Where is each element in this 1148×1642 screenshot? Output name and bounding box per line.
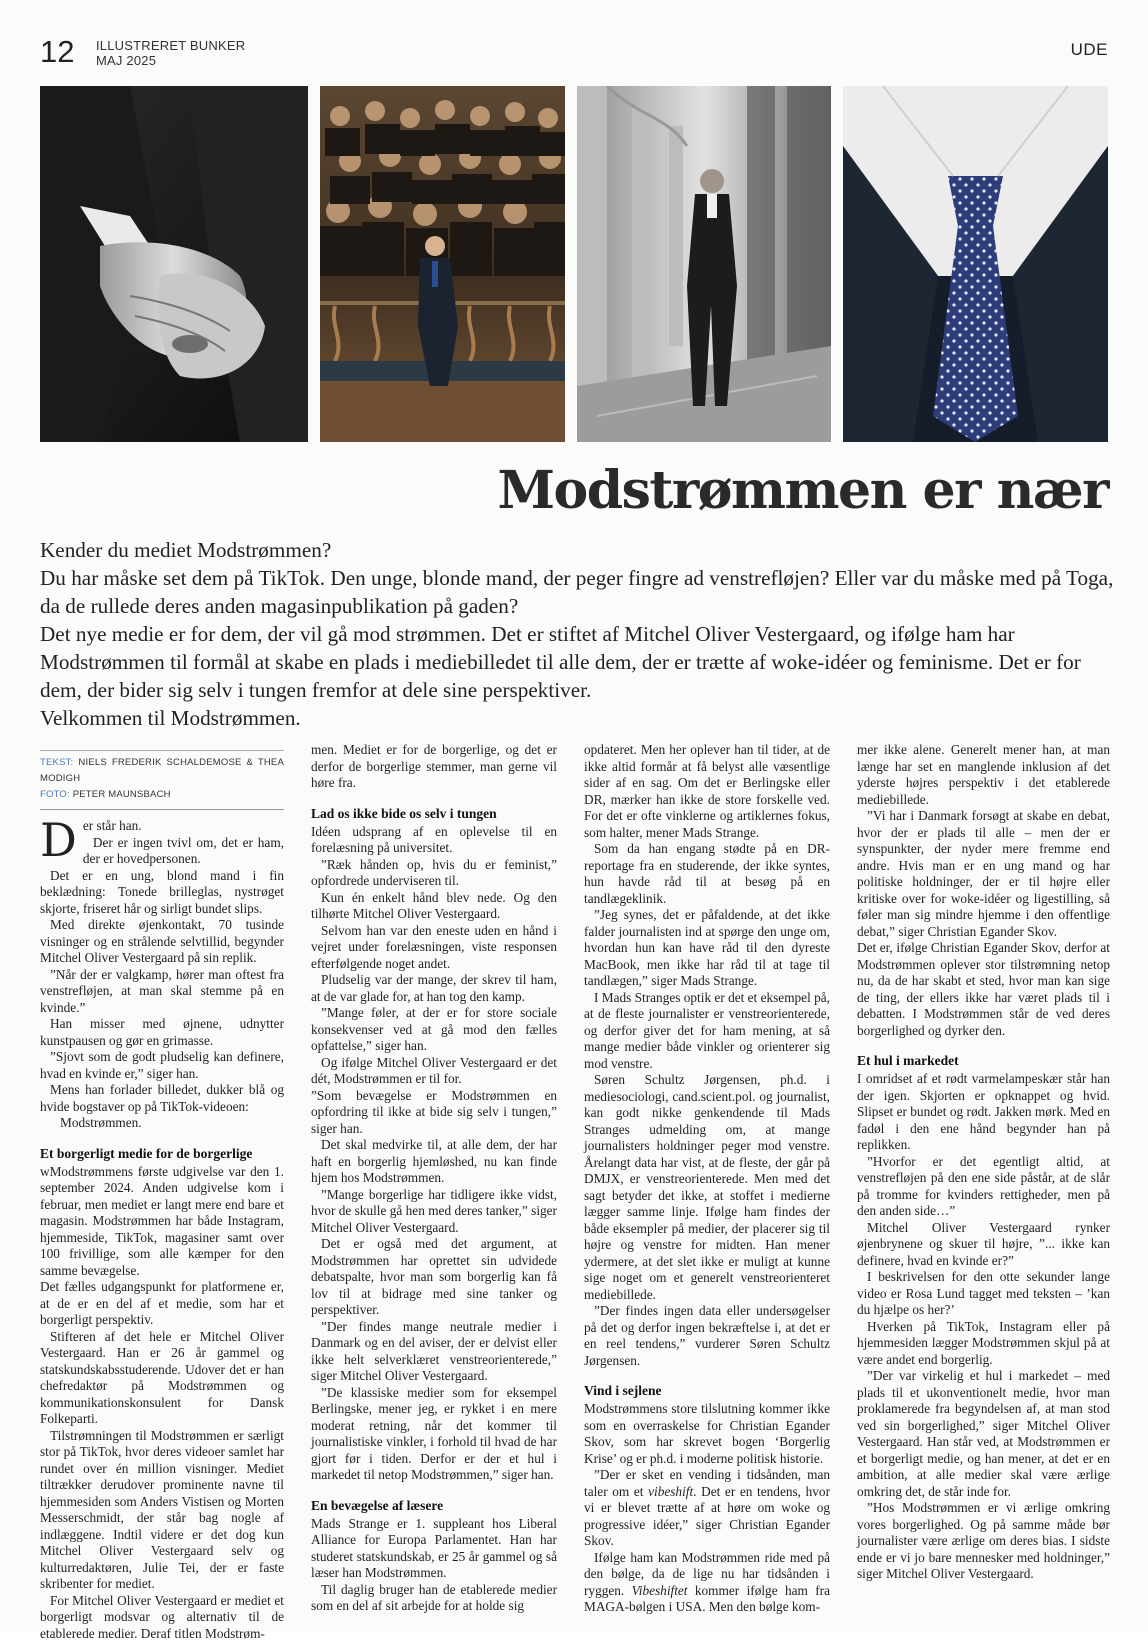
paragraph: Stifteren af det hele er Mitchel Oliver Vestergaard. Han er 26 år gammel og statskundskabsstuderende. Udover det er han chefredaktør på Modstrømmen og kommunikationskonsulent for Dansk Folkeparti. [40,1329,284,1428]
byline-credits [40,750,284,803]
subheading: Et borgerligt medie for de borgerlige [40,1146,284,1162]
paragraph: I beskrivelsen for den otte sekunder lange video er Rosa Lund tagget med teksten – ’kan du hjælpe os her?’ [857,1269,1110,1319]
paragraph: Mads Strange er 1. suppleant hos Liberal Alliance for Europa Parlamentet. Han har studeret statskundskab, er 25 år gammel og så læser han Modstrømmen. [311,1516,557,1582]
drop-cap: D [40,820,77,860]
intro-paragraph: Kender du mediet Modstrømmen? [40,536,1115,564]
paragraph: ”Sjovt som de godt pludselig kan definere, hvad en kvinde er,” siger han. [40,1049,284,1082]
paragraph: wModstrømmens første udgivelse var den 1. september 2024. Anden udgivelse kom i februar, men mediet er langt mere end bare et magasin. Modstrømmen har både Instagram, hjemmeside, TikTok, magasiner samt over 100 frivillige, som alle kæmper for den samme bevægelse. [40,1164,284,1280]
article-column-3 [584,742,830,1616]
article-start [40,809,284,1132]
tie-closeup-photo [843,86,1108,442]
issue-date: MAJ 2025 [96,53,245,68]
clasped-hands-photo [40,86,308,442]
article-column-1 [40,746,284,1642]
intro-paragraph: Velkommen til Modstrømmen. [40,704,1115,732]
paragraph: I Mads Stranges optik er det et eksempel på, at de fleste journalister er venstreorienterede, og derfor giver det for ham mening, at så mange medier både vinkler og orienterer sig mod venstre. [584,990,830,1073]
paragraph: ”Der findes mange neutrale medier i Danmark og en del aviser, der er delvist eller ikke helt selverklæret venstreorienterede,” siger Mitchel Oliver Vestergaard. [311,1319,557,1385]
paragraph: Tilstrømningen til Modstrømmen er særligt stor på TikTok, hvor deres videoer samlet har rundet over én million visninger. Mediet tiltrækker derudover prominente navne til hjemmesiden som Anders Vistisen og Morten Messerschmidt, der står bag nogle af indlæggene. Indtil videre er det dog kun Mitchel Oliver Vestergaard selv og kulturredaktøren, Julie Tei, der er faste skribenter for mediet. [40,1428,284,1593]
opening-paragraph: Der står han. [40,818,284,835]
intro-paragraph: Det nye medie er for dem, der vil gå mod strømmen. Det er stiftet af Mitchel Oliver Vestergaard, og ifølge ham har Modstrømmen til formål at skabe en plads i mediebilledet til alle dem, der er trætte af woke-idéer og feminisme. Det er for dem, der bider sig selv i tungen fremfor at dele sine perspektiver. [40,620,1115,704]
paragraph: Det er også med det argument, at Modstrømmen har oprettet sin udvidede debatspalte, hvor man som borgerlig kan få lov til at bidrage med sine tanker og perspektiver. [311,1236,557,1319]
paragraph: Søren Schultz Jørgensen, ph.d. i mediesociologi, cand.scient.pol. og journalist, kan godt nikke genkendende til Mads Stranges udmelding om, at mange journalisters holdninger peger mod venstre. Årelangt data har vist, at de fleste, der går på DMJX, er venstreorienterede. Men med det sagt betyder det ikke, at stoffet i medierne lægger samme linje. Ifølge ham findes der både eksempler på medier, der placerer sig til højre og venstre for midten. Han mener ydermere, at det slet ikke er muligt at kunne sige noget om et generelt venstreorienteret mediebillede. [584,1072,830,1303]
intro-paragraph: Du har måske set dem på TikTok. Den unge, blonde mand, der peger fingre ad venstrefløjen? Eller var du måske med på Toga, da de rullede deres anden magasinpublikation på gaden? [40,564,1115,620]
article-column-4 [857,742,1110,1583]
paragraph: ”Når der er valgkamp, hører man oftest fra venstrefløjen, at man skal stemme på en kvinde.” [40,967,284,1017]
subheading: Lad os ikke bide os selv i tungen [311,806,557,822]
paragraph: Og ifølge Mitchel Oliver Vestergaard er det dét, Modstrømmen er til for. [311,1055,557,1088]
text-credit: TEKST: NIELS FREDERIK SCHALDEMOSE & THEA MODIGH [40,755,284,787]
paragraph: ”Der findes ingen data eller undersøgelser på det og derfor ingen bekræftelse i, at det er en reel tendens,” vurderer Søren Schultz Jørgensen. [584,1303,830,1369]
paragraph: ”Vi har i Danmark forsøgt at skabe en debat, hvor der er plads til alle – men der er synspunkter, der nyder mere fremme end andre. Hvis man er en ung mand og har politiske holdninger, der er til højre eller kritiske over for woke-idéer og ligestilling, så føler man sig mindre hjemme i den offentlige debat,” siger Christian Egander Skov. [857,808,1110,940]
paragraph: Det skal medvirke til, at alle dem, der har haft en borgerlig hjemløshed, nu kan finde hjem hos Modstrømmen. [311,1137,557,1187]
paragraph: Til daglig bruger han de etablerede medier som en del af sit arbejde for at holde sig [311,1582,557,1615]
paragraph: Pludselig var der mange, der skrev til ham, at de var glade for, at han tog den kamp. [311,972,557,1005]
paragraph: ”Hvorfor er det egentligt altid, at venstrefløjen på den ene side påstår, at de slår på tromme for kvinders rettigheder, men på den anden side…” [857,1154,1110,1220]
paragraph: Idéen udsprang af en oplevelse til en forelæsning på universitet. [311,824,557,857]
paragraph: Kun én enkelt hånd blev nede. Og den tilhørte Mitchel Oliver Vestergaard. [311,890,557,923]
paragraph: Det er en ung, blond mand i fin beklædning: Tonede brilleglas, nystrøget skjorte, friseret hår og sirligt bundet slips. [40,868,284,918]
paragraph: For Mitchel Oliver Vestergaard er mediet et borgerligt modsvar og alternativ til de etablerede medier. Deraf titlen Modstrøm- [40,1593,284,1642]
paragraph: ”De klassiske medier som for eksempel Berlingske, mener jeg, er rykket i en mere moderat retning, når det kommer til journalistiske vinkler, i forhold til hvad de har gjort før i tiden. Derfor er der et hul i markedet til netop Modstrømmen,” siger han. [311,1385,557,1484]
paragraph: ”Mange borgerlige har tidligere ikke vidst, hvor de skulle gå hen med deres tanker,” siger Mitchel Oliver Vestergaard. [311,1187,557,1237]
subheading: En bevægelse af læsere [311,1498,557,1514]
section-label: UDE [1071,40,1108,60]
paragraph: Som da han engang stødte på en DR-reportage fra en studerende, der ikke syntes, hun havde råd til at besøg på en tandlægeklinik. [584,841,830,907]
paragraph: ”Som bevægelse er Modstrømmen en opfordring til ikke at bide sig selv i tungen,” siger han. [311,1088,557,1138]
subheading: Et hul i markedet [857,1053,1110,1069]
paragraph: ”Hos Modstrømmen er vi ærlige omkring vores borgerlighed. Og på samme måde bør journalister være ærlige om deres bias. I sidste ende er vi jo bare mennesker med holdninger,” siger Mitchel Oliver Vestergaard. [857,1500,1110,1583]
paragraph: opdateret. Men her oplever han til tider, at de ikke altid formår at få belyst alle væsentlige sider af en sag. Om det er Berlingske eller DR, mærker han ikke de store forskelle ved. For det er ofte vinklerne og artiklernes fokus, som halter, mener Mads Strange. [584,742,830,841]
paragraph: men. Mediet er for de borgerlige, og det er derfor de borgerlige stemmer, man gerne vil høre fra. [311,742,557,792]
paragraph: mer ikke alene. Generelt mener han, at man længe har set en manglende inklusion af det yderste højres perspektiv i det etablerede mediebillede. [857,742,1110,808]
paragraph: Modstrømmens store tilslutning kommer ikke som en overraskelse for Christian Egander Skov, som har skrevet bogen ‘Borgerlig Krise’ og er ph.d. i moderne politisk historie. [584,1401,830,1467]
paragraph: ”Mange føler, at der er for store sociale konsekvenser ved at gå mod den fælles opfattelse,” siger han. [311,1005,557,1055]
masthead [96,38,245,68]
paragraph: Det fælles udgangspunkt for platformene er, at de er en del af et medie, som har et borgerligt perspektiv. [40,1279,284,1329]
paragraph: Det er, ifølge Christian Egander Skov, derfor at Modstrømmen oplever stor tilstrømning netop nu, da de har skabt et sted, hvor man kan sige de ting, der ellers ikke har været plads til i debatten. I Modstrømmen står de ved deres borgerlighed og dyrker den. [857,940,1110,1039]
paragraph: Selvom han var den eneste uden en hånd i vejret under forelæsningen, viste responsen efterfølgende noget andet. [311,923,557,973]
publication-name: ILLUSTRERET BUNKER [96,38,245,53]
audience-painting-photo [320,86,565,442]
paragraph: Modstrømmen. [40,1115,284,1132]
headline: Modstrømmen er nær [497,462,1108,519]
paragraph: ”Jeg synes, det er påfaldende, at det ikke falder journalisten ind at spørge den unge om, hvordan hun kan have råd til den dyreste MacBook, men ikke har råd til at tage til tandlægen,” siger Mads Strange. [584,907,830,990]
paragraph: Ifølge ham kan Modstrømmen ride med på den bølge, da de lige nu har tidsånden i ryggen. Vibeshiftet kommer ifølge ham fra MAGA-bølgen i USA. Men den bølge kom- [584,1550,830,1616]
colonnade-man-photo [577,86,831,442]
paragraph: Hverken på TikTok, Instagram eller på hjemmesiden lægger Modstrømmen skjul på at være andet end borgerlig. [857,1319,1110,1369]
subheading: Vind i sejlene [584,1383,830,1399]
intro-lead [40,536,1115,732]
paragraph: ”Der er sket en vending i tidsånden, man taler om et vibeshift. Det er en tendens, hvor vi er blevet trætte af at høre om woke og progressive idéer,” siger Christian Egander Skov. [584,1467,830,1550]
paragraph: Mitchel Oliver Vestergaard rynker øjenbrynene og skuer til højre, ”... ikke kan definere, hvad en kvinde er?” [857,1220,1110,1270]
paragraph: ”Der var virkelig et hul i markedet – med plads til et ukonventionelt medie, hvor man proklamerede fra begyndelsen af, at man stod ved sin borgerlighed,” siger Mitchel Oliver Vestergaard. Han står ved, at Modstrømmen er et borgerligt medie, og han mener, at det er en ambition, at alle medier skal være ærlige omkring det, de står inde for. [857,1368,1110,1500]
paragraph: I omridset af et rødt varmelampeskær står han der igen. Skjorten er opknappet og hvid. Slipset er bundet og rødt. Jakken mørk. Med en fadøl i den ene hånd begynder han på replikken. [857,1071,1110,1154]
article-column-2 [311,742,557,1615]
photo-credit: FOTO: PETER MAUNSBACH [40,787,284,803]
paragraph: Han misser med øjnene, udnytter kunstpausen og gør en grimasse. [40,1016,284,1049]
paragraph: Der er ingen tvivl om, det er ham, der er hovedpersonen. [40,835,284,868]
paragraph: Med direkte øjenkontakt, 70 tusinde visninger og en strålende selvtillid, begynder Mitchel Oliver Vestergaard på sin replik. [40,917,284,967]
page-number: 12 [40,36,74,67]
paragraph: ”Ræk hånden op, hvis du er feminist,” opfordrede underviseren til. [311,857,557,890]
paragraph: Mens han forlader billedet, dukker blå og hvide bogstaver op på TikTok-videoen: [40,1082,284,1115]
